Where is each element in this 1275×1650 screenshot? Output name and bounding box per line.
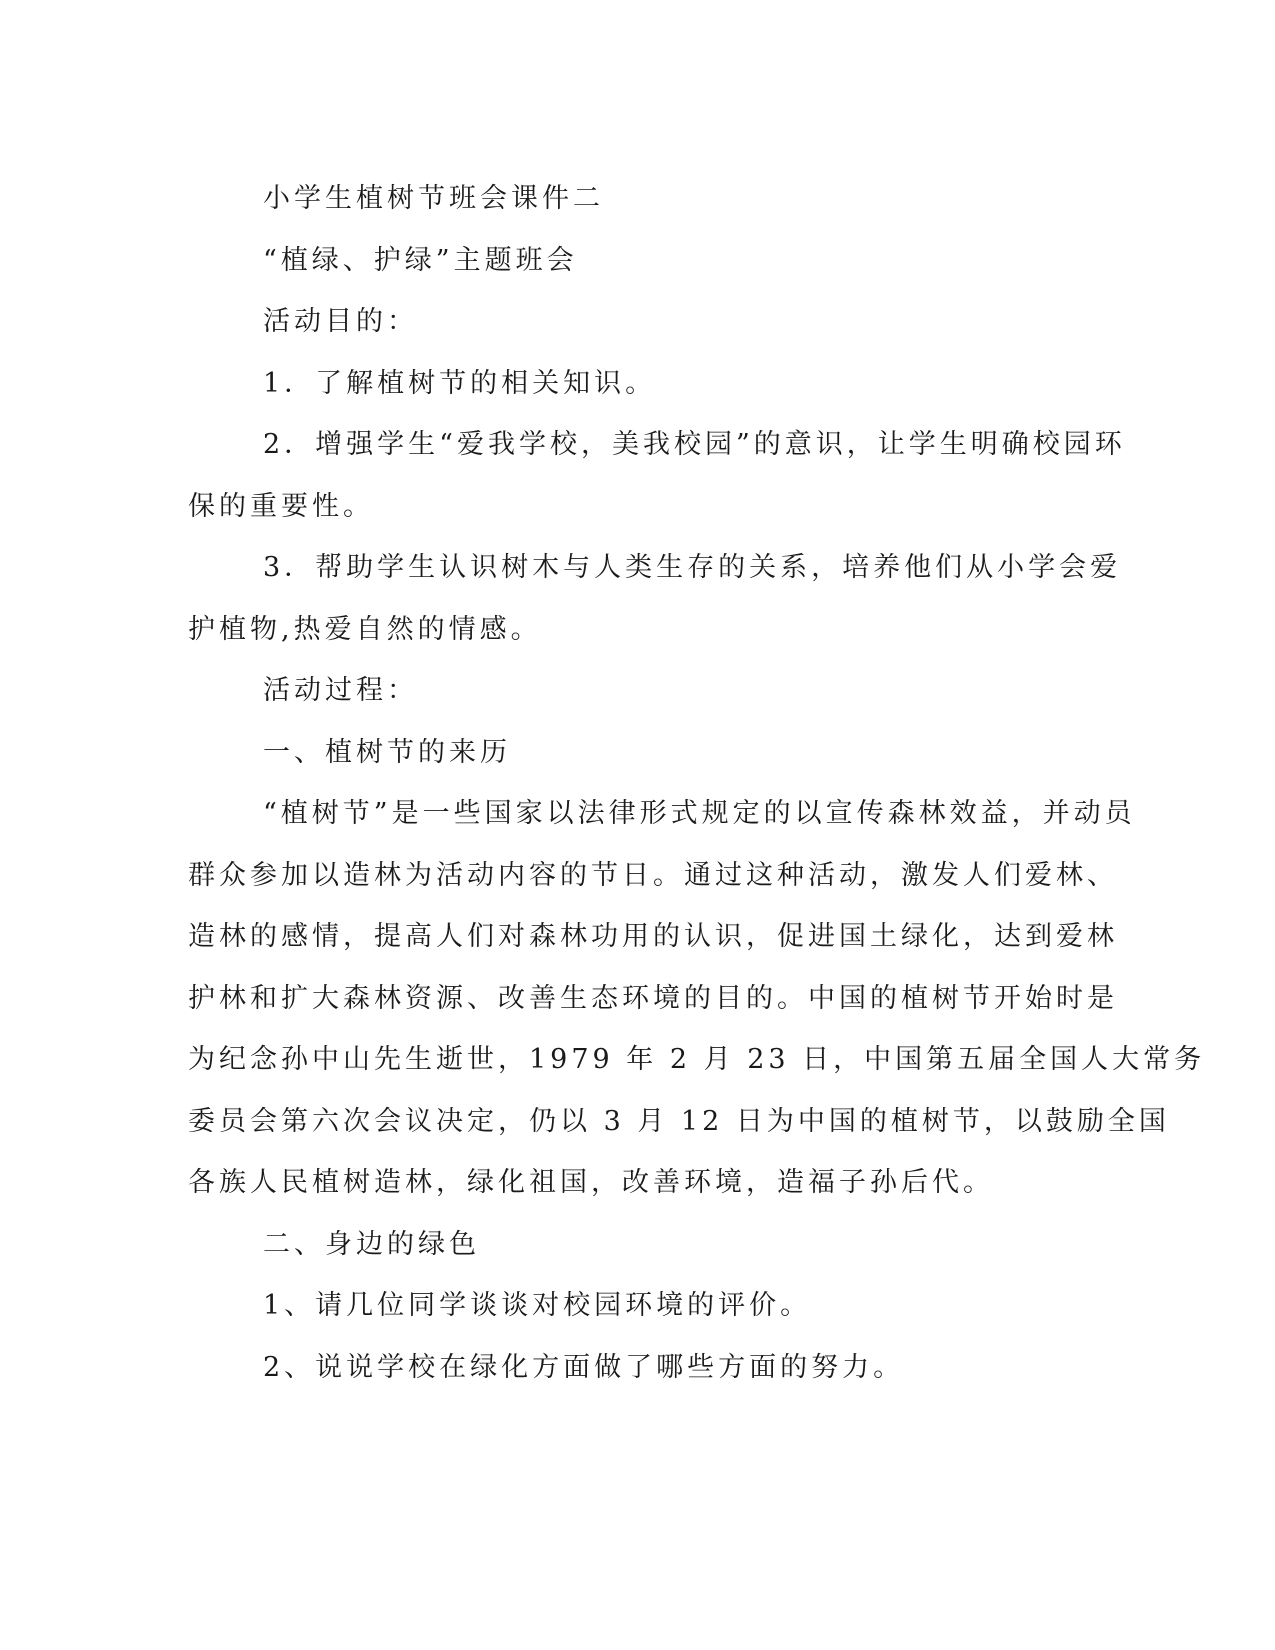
goal-item-2-line-2: 保的重要性。: [188, 490, 374, 522]
section-heading-process: 活动过程：: [263, 675, 418, 706]
subsection-heading-green: 二、身边的绿色: [263, 1228, 480, 1260]
green-item-2: 2、说说学校在绿化方面做了哪些方面的努力。: [263, 1351, 905, 1383]
origin-paragraph-line: 护林和扩大森林资源、改善生态环境的目的。中国的植树节开始时是: [188, 982, 1118, 1014]
goal-item-3-line-2: 护植物,热爱自然的情感。: [188, 613, 542, 645]
goal-item-2-line-1: 2．增强学生“爱我学校，美我校园”的意识，让学生明确校园环: [263, 429, 1126, 460]
origin-paragraph-line: 造林的感情，提高人们对森林功用的认识，促进国土绿化，达到爱林: [188, 921, 1118, 952]
origin-paragraph-line: 委员会第六次会议决定，仍以 3 月 12 日为中国的植树节，以鼓励全国: [188, 1105, 1170, 1137]
subsection-heading-origin: 一、植树节的来历: [263, 736, 511, 768]
origin-paragraph-line: 各族人民植树造林，绿化祖国，改善环境，造福子孙后代。: [188, 1167, 994, 1198]
document-title: 小学生植树节班会课件二: [263, 183, 604, 214]
origin-paragraph-line: 群众参加以造林为活动内容的节日。通过这种活动，激发人们爱林、: [188, 859, 1118, 891]
document-subtitle: “植绿、护绿”主题班会: [263, 244, 578, 276]
origin-paragraph-line: 为纪念孙中山先生逝世，1979 年 2 月 23 日，中国第五届全国人大常务: [188, 1044, 1206, 1075]
section-heading-goals: 活动目的：: [263, 306, 418, 337]
goal-item-1: 1．了解植树节的相关知识。: [263, 367, 657, 399]
origin-paragraph-line: “植树节”是一些国家以法律形式规定的以宣传森林效益，并动员: [263, 798, 1136, 829]
green-item-1: 1、请几位同学谈谈对校园环境的评价。: [263, 1290, 812, 1321]
document-body: [188, 168, 1206, 1398]
goal-item-3-line-1: 3．帮助学生认识树木与人类生存的关系，培养他们从小学会爱: [263, 552, 1122, 583]
